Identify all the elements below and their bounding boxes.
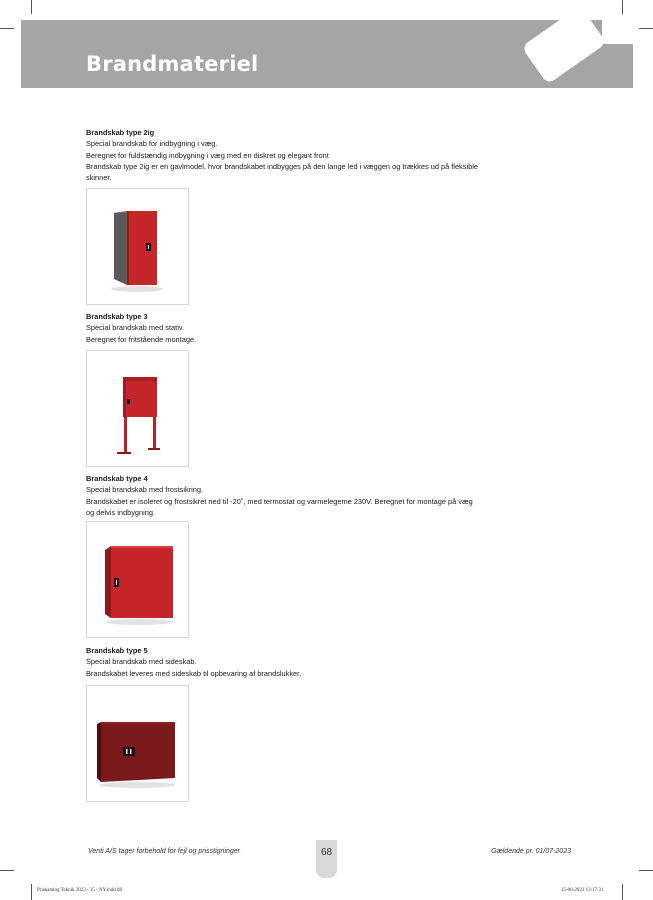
product-line: og delvis indbygning.	[86, 507, 156, 517]
brandskab-type-4-photo	[86, 521, 189, 638]
product-title: Brandskab type 4	[86, 474, 148, 483]
page-number: 68	[316, 840, 337, 878]
product-section	[86, 645, 576, 679]
product-line: Beregnet for fritstående montage.	[86, 334, 197, 344]
product-line: Brandskabet leveres med sideskab til opbevaring af brandslukker.	[86, 668, 302, 678]
cabinet-illustration	[87, 351, 188, 466]
product-title: Brandskab type 5	[86, 646, 148, 655]
crop-mark	[639, 870, 653, 871]
print-slug-date: 15-06-2023 13:17:31	[561, 888, 604, 893]
product-line: Beregnet for fuldstændig indbygning i væg med en diskret og elegant front	[86, 150, 329, 160]
product-section	[86, 473, 576, 518]
product-line: Special brandskab for indbygning i væg.	[86, 139, 218, 149]
page-title: Brandmateriel	[86, 52, 259, 76]
product-line: skinner.	[86, 173, 112, 183]
cabinet-illustration	[87, 522, 188, 637]
product-line: Special brandskab med frostsikring.	[86, 485, 204, 495]
crop-mark	[622, 0, 623, 14]
product-section	[86, 311, 576, 345]
footer-disclaimer: Venti A/S tager forbehold for fejl og prisstigninger	[88, 848, 241, 855]
product-line: Special brandskab med stativ.	[86, 323, 185, 333]
cabinet-illustration	[87, 686, 188, 814]
product-title: Brandskab type 2ig	[86, 128, 155, 137]
header-corner	[602, 20, 633, 44]
product-line: Brandskabet er isoleret og frostsikret ned til -20˚, med termostat og varmelegeme 230V. Beregnet for montage på væg	[86, 496, 473, 506]
footer-validity: Gældende pr. 01/07-2023	[491, 848, 571, 855]
cabinet-illustration	[87, 189, 188, 304]
product-section	[86, 127, 576, 183]
crop-mark	[622, 884, 623, 900]
crop-mark	[0, 870, 14, 871]
product-line: Special brandskab med sideskab.	[86, 657, 197, 667]
product-title: Brandskab type 3	[86, 312, 148, 321]
crop-mark	[639, 28, 653, 29]
product-line: Brandskab type 2ig er en gavlmodel, hvor brandskabet indbygges på den lange led i væggen og trækkes ud på fleksible	[86, 161, 478, 171]
crop-mark	[31, 0, 32, 14]
brandskab-type-2ig-photo	[86, 188, 189, 305]
brandskab-type-3-photo	[86, 350, 189, 467]
crop-mark	[0, 28, 14, 29]
print-slug-file: Priskatalog Teknik 2023 - 35 - NY.indd 68	[37, 888, 123, 893]
crop-mark	[31, 884, 32, 900]
brandskab-type-5-photo	[86, 685, 189, 802]
